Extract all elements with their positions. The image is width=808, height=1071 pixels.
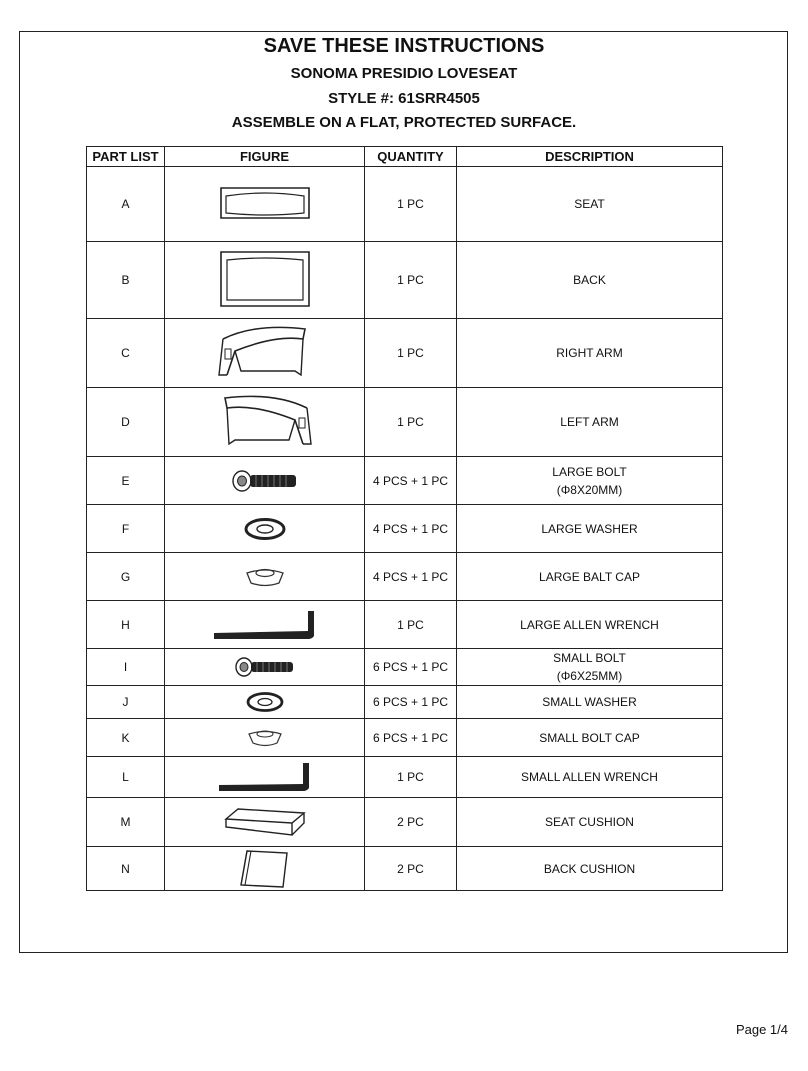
description: BACK: [573, 273, 606, 287]
right-arm-icon: [215, 325, 315, 381]
column-header: FIGURE: [165, 147, 365, 167]
column-header: DESCRIPTION: [457, 147, 723, 167]
description: SMALL ALLEN WRENCH: [521, 770, 658, 784]
quantity: 6 PCS + 1 PC: [365, 649, 457, 686]
seat-frame-icon: [215, 184, 315, 224]
part-letter: J: [87, 686, 165, 719]
quantity: 4 PCS + 1 PC: [365, 553, 457, 601]
large-allen-wrench-icon: [212, 609, 318, 641]
quantity: 6 PCS + 1 PC: [365, 686, 457, 719]
small-washer-icon: [245, 691, 285, 713]
table-row: [87, 167, 723, 242]
left-arm-icon: [215, 394, 315, 450]
document-title: SAVE THESE INSTRUCTIONS: [263, 35, 545, 57]
large-bolt-icon: [232, 470, 298, 492]
part-letter: E: [87, 457, 165, 505]
quantity: 1 PC: [365, 757, 457, 798]
part-letter: H: [87, 601, 165, 649]
back-frame-icon: [217, 250, 313, 310]
quantity: 1 PC: [365, 319, 457, 388]
table-row: [87, 242, 723, 319]
quantity: 4 PCS + 1 PC: [365, 457, 457, 505]
style-number: STYLE #: 61SRR4505: [328, 90, 480, 107]
page-number: Page 1/4: [735, 1022, 788, 1037]
description-size: (Φ6X25MM): [556, 669, 623, 683]
description: LARGE ALLEN WRENCH: [520, 617, 659, 632]
description: LARGE BOLT: [552, 464, 627, 479]
description: SEAT: [574, 197, 605, 211]
column-header: QUANTITY: [365, 147, 457, 167]
table-row: [87, 601, 723, 649]
table-row: [87, 553, 723, 601]
product-name: SONOMA PRESIDIO LOVESEAT: [290, 65, 518, 82]
part-letter: C: [87, 319, 165, 388]
quantity: 4 PCS + 1 PC: [365, 505, 457, 553]
table-row: [87, 847, 723, 891]
table-header: [87, 147, 723, 167]
small-bolt-icon: [235, 657, 295, 677]
part-letter: N: [87, 847, 165, 891]
table-row: [87, 798, 723, 847]
quantity: 2 PC: [365, 798, 457, 847]
quantity: 1 PC: [365, 242, 457, 319]
small-bolt-cap-icon: [245, 727, 285, 749]
seat-cushion-icon: [222, 805, 308, 839]
quantity: 1 PC: [365, 601, 457, 649]
description-size: (Φ8X20MM): [556, 482, 623, 497]
description: SEAT CUSHION: [545, 815, 634, 829]
description: RIGHT ARM: [556, 346, 623, 360]
table-row: [87, 719, 723, 757]
quantity: 1 PC: [365, 167, 457, 242]
large-bolt-cap-icon: [243, 565, 287, 589]
quantity: 2 PC: [365, 847, 457, 891]
back-cushion-icon: [237, 849, 293, 889]
description: LEFT ARM: [560, 415, 619, 429]
quantity: 1 PC: [365, 388, 457, 457]
assembly-note: ASSEMBLE ON A FLAT, PROTECTED SURFACE.: [231, 114, 577, 131]
part-letter: F: [87, 505, 165, 553]
description: SMALL BOLT: [553, 651, 626, 665]
part-letter: A: [87, 167, 165, 242]
table-row: [87, 649, 723, 686]
table-row: [87, 505, 723, 553]
table-row: [87, 757, 723, 798]
part-letter: G: [87, 553, 165, 601]
table-row: [87, 388, 723, 457]
description: LARGE BALT CAP: [539, 569, 640, 584]
part-letter: D: [87, 388, 165, 457]
description: LARGE WASHER: [541, 521, 638, 536]
part-letter: L: [87, 757, 165, 798]
part-letter: I: [87, 649, 165, 686]
table-row: [87, 319, 723, 388]
small-allen-wrench-icon: [217, 761, 313, 793]
quantity: 6 PCS + 1 PC: [365, 719, 457, 757]
large-washer-icon: [243, 517, 287, 541]
parts-table: [86, 146, 723, 891]
table-row: [87, 686, 723, 719]
table-row: [87, 457, 723, 505]
description: SMALL BOLT CAP: [539, 730, 640, 745]
part-letter: B: [87, 242, 165, 319]
part-letter: M: [87, 798, 165, 847]
column-header: PART LIST: [87, 147, 165, 167]
description: BACK CUSHION: [543, 861, 636, 876]
part-letter: K: [87, 719, 165, 757]
description: SMALL WASHER: [542, 695, 637, 709]
